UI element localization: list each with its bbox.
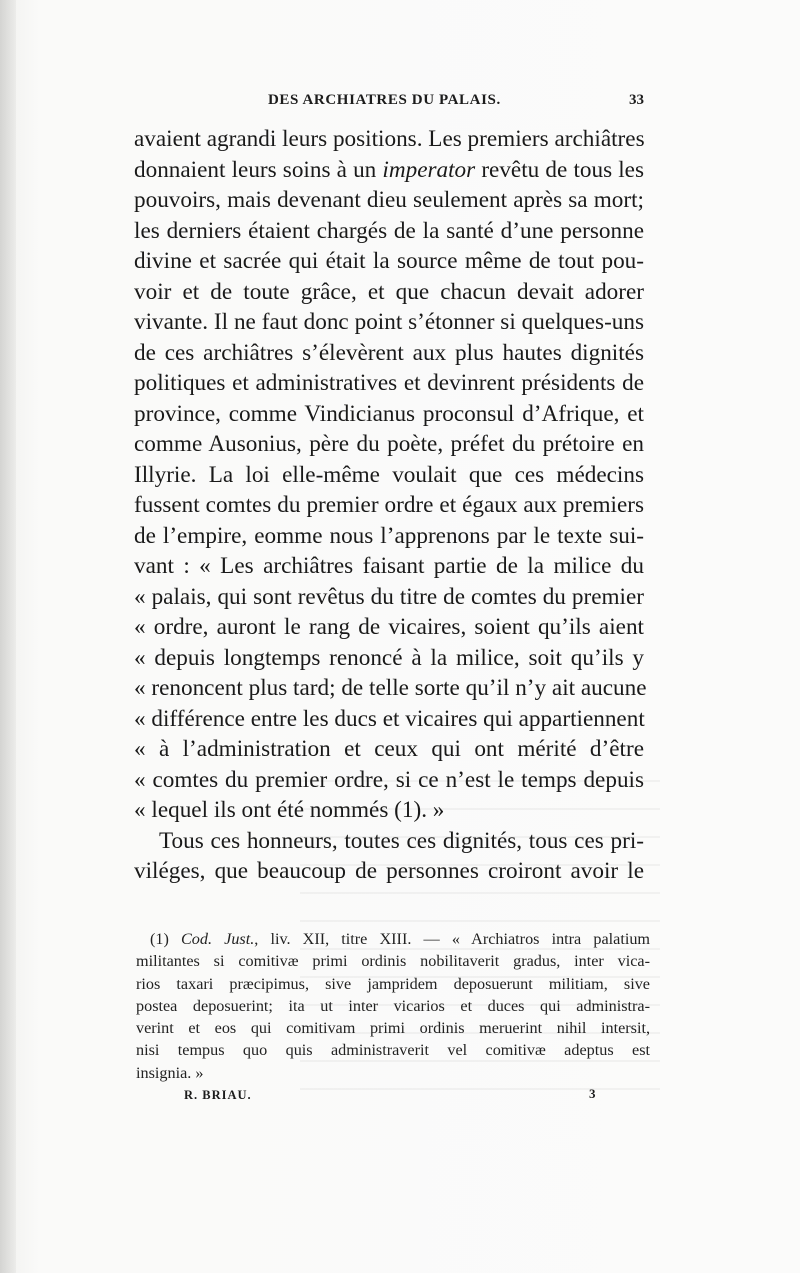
running-title: DES ARCHIATRES DU PALAIS. [268,92,501,108]
body-line: province, comme Vindicianus proconsul d’Afrique, et [134,400,644,427]
body-line: « renoncent plus tard; de telle sorte qu’il n’y ait aucune [134,675,647,701]
body-line: fussent comtes du premier ordre et égaux aux premiers [134,492,644,518]
footnote-line [136,928,650,950]
body-line: de l’empire, eomme nous l’apprenons par le texte sui- [134,522,644,549]
footnote-line: militantes si comitivæ primi ordinis nobilitaverit gradus, inter vica- [136,952,650,971]
body-line [134,155,644,186]
page-gutter-edge [0,0,16,1273]
body-line: « comtes du premier ordre, si ce n’est le temps depuis [134,766,644,793]
body-line-text: revêtu de tous les [475,156,645,183]
footnote-line: verint et eos qui comitivam primi ordinis meruerint nihil intersit, [136,1019,650,1038]
body-line: politiques et administratives et devinrent présidents de [134,370,644,396]
body-line: viléges, que beaucoup de personnes croiront avoir le [134,858,644,884]
footnote-marker: (1) [150,930,169,948]
footnote-line: rios taxari præcipimus, sive jampridem deposuerunt militiam, sive [136,974,650,993]
body-line: « à l’administration et ceux qui ont mérité d’être [134,736,644,762]
italic-term: imperator [382,156,476,183]
body-line: divine et sacrée qui était la source même de tout pou- [134,248,644,274]
footnote-line: nisi tempus quo quis administraverit vel comitivæ adeptus est [136,1041,650,1060]
body-line: « depuis longtemps renoncé à la milice, soit qu’ils y [134,644,644,671]
body-line: Illyrie. La loi elle-même voulait que ces médecins [134,461,644,488]
page-header [124,92,644,114]
footnote-text: , liv. XII, titre XIII. — « Archiatros intra palatium [254,930,651,948]
body-line: comme Ausonius, père du poète, préfet du prétoire en [134,431,644,457]
body-line: de ces archiâtres s’élevèrent aux plus hautes dignités [134,339,644,366]
body-line: avaient agrandi leurs positions. Les premiers archiâtres [134,126,645,152]
body-line: vivante. Il ne faut donc point s’étonner si quelques-uns [134,309,644,335]
body-line: « lequel ils ont été nommés (1). » [134,797,445,823]
body-line: les derniers étaient chargés de la santé d’une personne [134,217,644,244]
printer-signature: R. BRIAU. [184,1088,252,1102]
body-text [134,124,647,887]
body-line: pouvoirs, mais devenant dieu seulement après sa mort; [134,187,644,213]
footnote-line: postea deposuerint; ita ut inter vicarios et duces qui administra- [136,996,650,1015]
footnote [136,928,650,1084]
body-line: « ordre, auront le rang de vicaires, soient qu’ils aient [134,614,644,640]
paragraph-start-line: Tous ces honneurs, toutes ces dignités, tous ces pri- [159,827,644,854]
footnote-line: insignia. » [136,1063,204,1082]
body-line: « palais, qui sont revêtus du titre de comtes du premier [134,583,644,610]
body-line-text: donnaient leurs soins à un [134,156,383,183]
sheet-number: 3 [589,1086,596,1101]
body-line: vant : « Les archiâtres faisant partie de la milice du [134,553,644,579]
footnote-source: Cod. Just. [181,930,255,948]
body-line: « différence entre les ducs et vicaires qui appartiennent [134,705,645,732]
page-number: 33 [629,92,644,108]
body-line: voir et de toute grâce, et que chacun devait adorer [134,278,644,305]
